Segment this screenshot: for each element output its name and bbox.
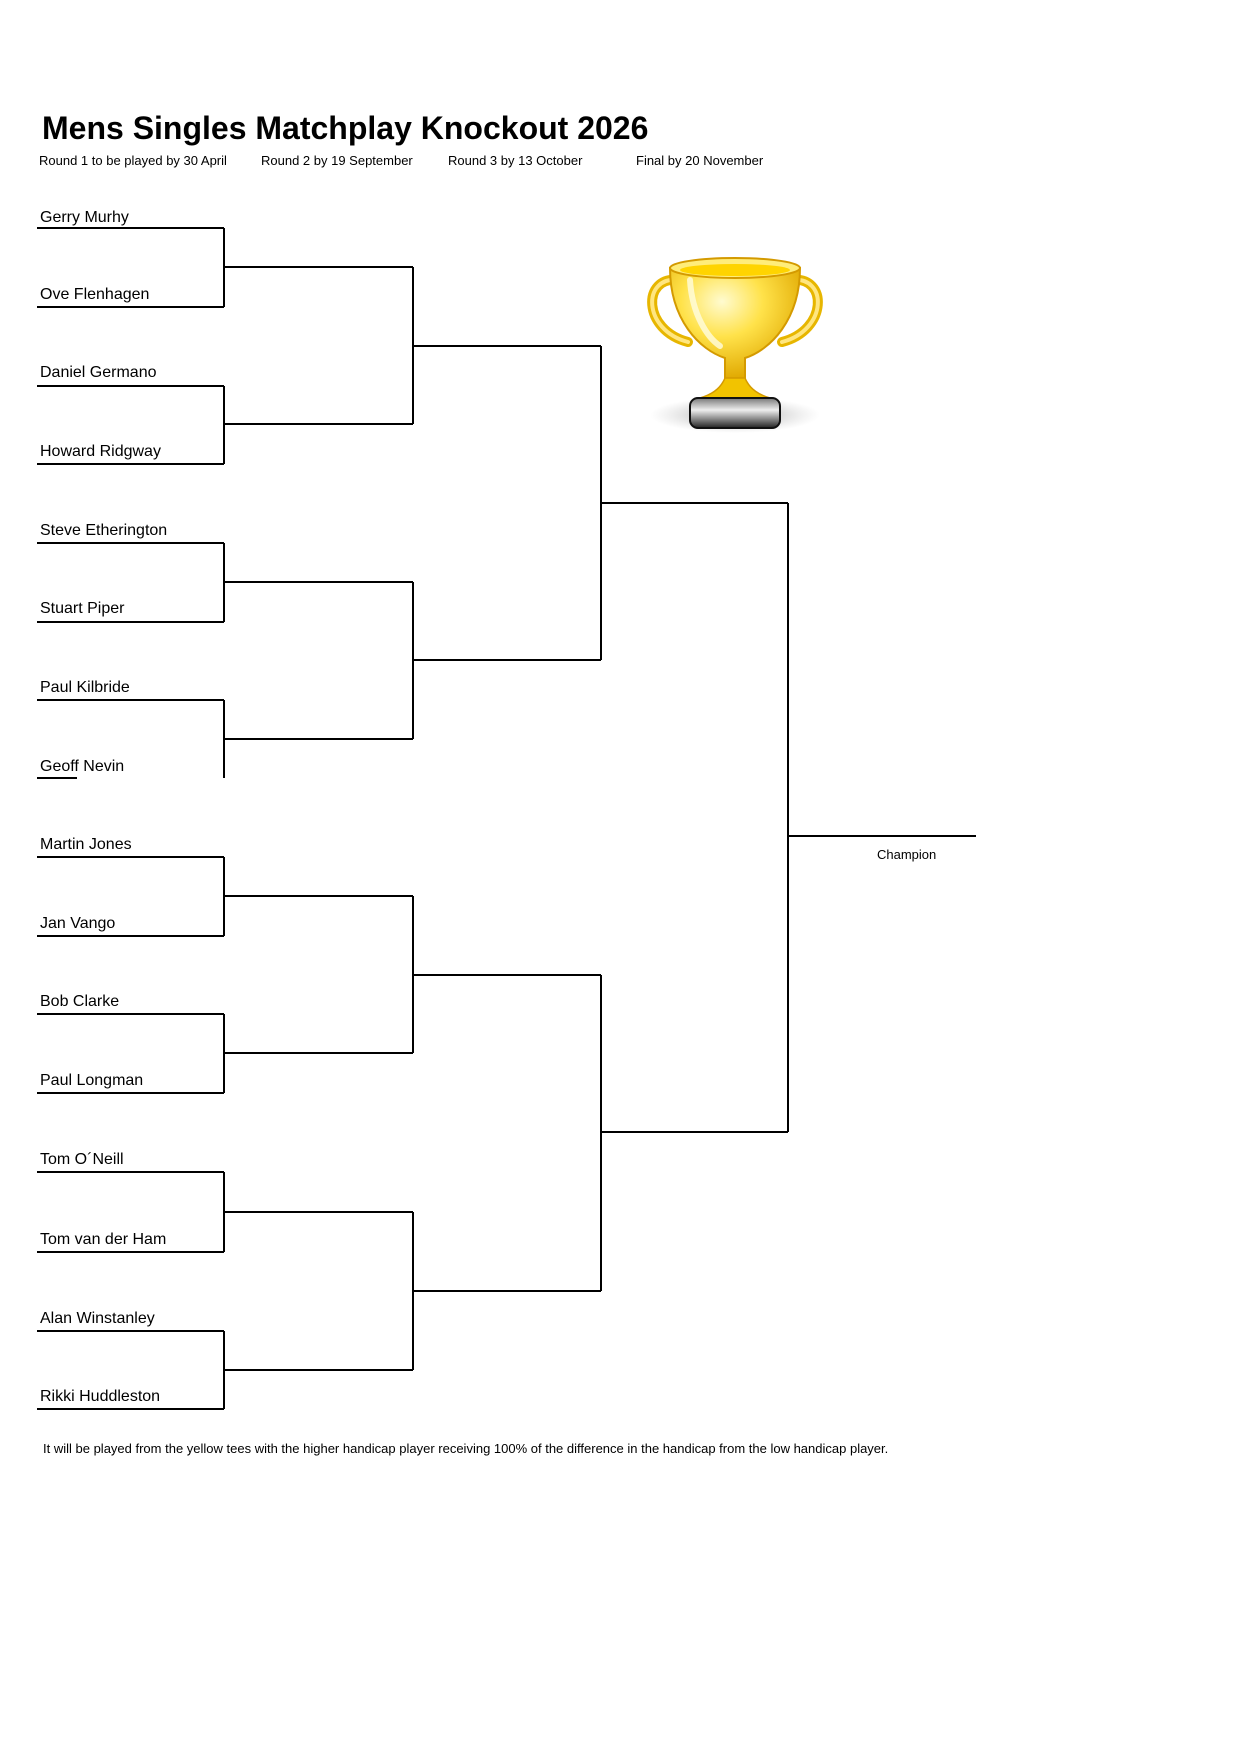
player-name: Geoff Nevin <box>40 758 125 775</box>
player-name: Jan Vango <box>40 915 116 932</box>
player-name: Steve Etherington <box>40 522 168 539</box>
player-name: Stuart Piper <box>40 600 125 617</box>
round-3-deadline: Round 3 by 13 October <box>448 153 583 168</box>
final-deadline: Final by 20 November <box>636 153 764 168</box>
page-title: Mens Singles Matchplay Knockout 2026 <box>42 110 649 146</box>
player-name: Daniel Germano <box>40 364 157 381</box>
player-name: Rikki Huddleston <box>40 1388 161 1405</box>
player-name: Martin Jones <box>40 836 132 853</box>
player-name: Gerry Murhy <box>40 209 129 226</box>
round2-match-2-lines <box>224 582 413 739</box>
round2-match-4-lines <box>224 1212 413 1370</box>
player-name: Howard Ridgway <box>40 443 161 460</box>
final-lines <box>601 503 788 1132</box>
player-name: Tom van der Ham <box>40 1231 167 1248</box>
trophy-icon <box>640 250 830 440</box>
player-name: Paul Kilbride <box>40 679 130 696</box>
rules-footnote: It will be played from the yellow tees with the higher handicap player receiving 100% of the difference in the handicap from the low handicap player. <box>43 1441 889 1456</box>
player-name: Ove Flenhagen <box>40 286 150 303</box>
round2-match-3-lines <box>224 896 413 1053</box>
round3-match-1-lines <box>413 346 601 660</box>
round2-match-1-lines <box>224 267 413 424</box>
player-name: Alan Winstanley <box>40 1310 155 1327</box>
champion-label: Champion <box>877 847 937 862</box>
player-name: Tom O´Neill <box>40 1151 124 1168</box>
round-2-deadline: Round 2 by 19 September <box>261 153 413 168</box>
player-name: Paul Longman <box>40 1072 144 1089</box>
round3-match-2-lines <box>413 975 601 1291</box>
round-1-deadline: Round 1 to be played by 30 April <box>39 153 227 168</box>
player-name: Bob Clarke <box>40 993 120 1010</box>
